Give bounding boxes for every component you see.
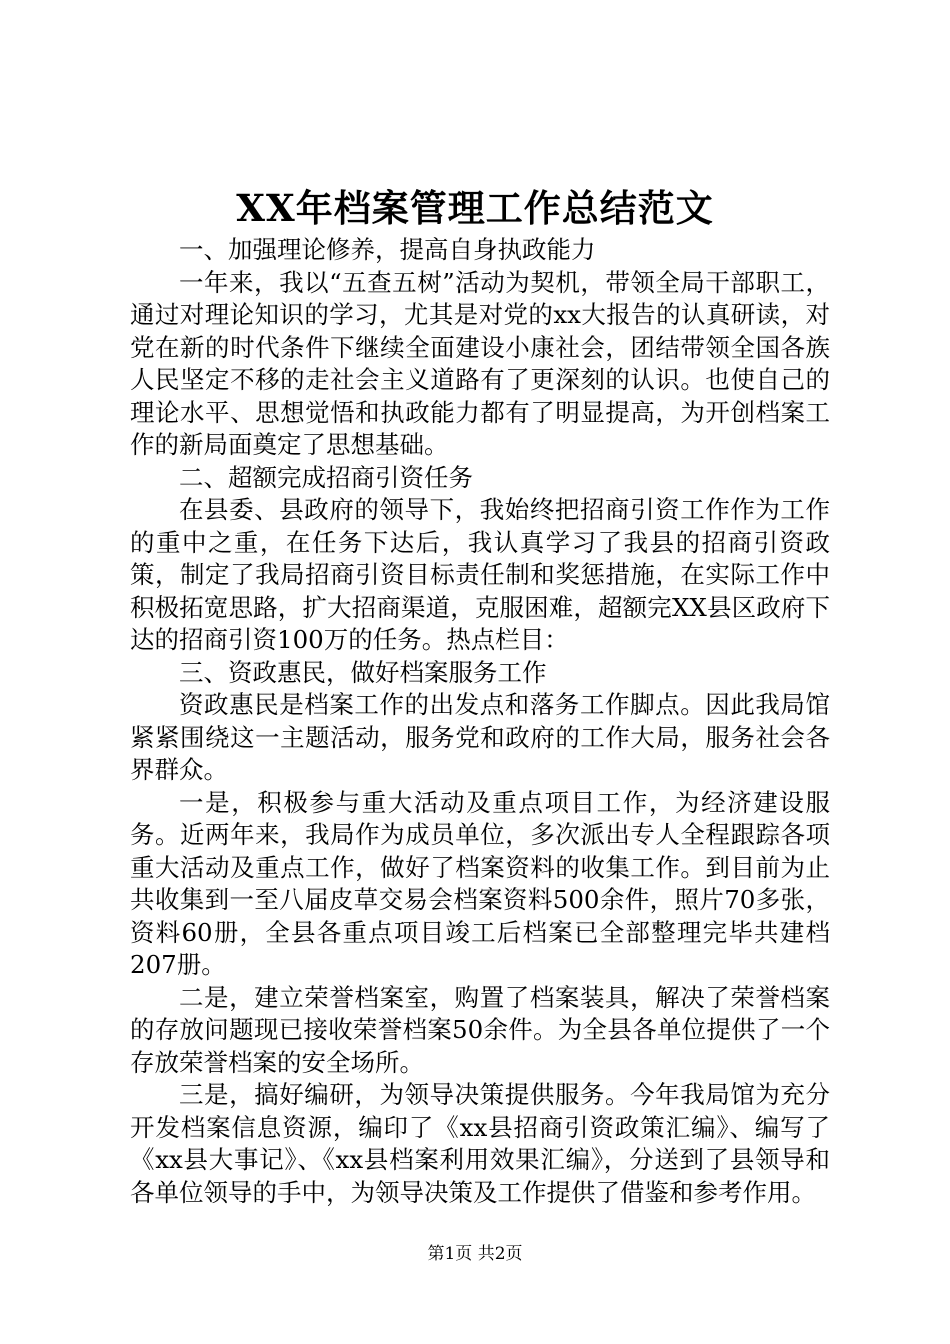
paragraph: 一年来，我以“五查五树”活动为契机，带领全局干部职工，通过对理论知识的学习，尤其是对党的xx大报告的认真研读，对党在新的时代条件下继续全面建设小康社会，团结带领全国各族人民坚定不移的走社会主义道路有了更深刻的认识。也使自己的理论水平、思想觉悟和执政能力都有了明显提高，为开创档案工作的新局面奠定了思想基础。 xyxy=(130,267,830,459)
paragraph: 二是，建立荣誉档案室，购置了档案装具，解决了荣誉档案的存放问题现已接收荣誉档案50余件。为全县各单位提供了一个存放荣誉档案的安全场所。 xyxy=(130,982,830,1077)
section-heading-2: 二、超额完成招商引资任务 xyxy=(179,462,473,492)
paragraph: 三是，搞好编研，为领导决策提供服务。今年我局馆为充分开发档案信息资源，编印了《xx县招商引资政策汇编》、编写了《xx县大事记》、《xx县档案利用效果汇编》，分送到了县领导和各单位领导的手中，为领导决策及工作提供了借鉴和参考作用。 xyxy=(130,1080,830,1207)
document-title: XX年档案管理工作总结范文 xyxy=(236,186,714,230)
paragraph: 资政惠民是档案工作的出发点和落务工作脚点。因此我局馆紧紧围绕这一主题活动，服务党和政府的工作大局，服务社会各界群众。 xyxy=(130,690,830,784)
paragraph: 在县委、县政府的领导下，我始终把招商引资工作作为工作的重中之重，在任务下达后，我认真学习了我县的招商引资政策，制定了我局招商引资目标责任制和奖惩措施，在实际工作中积极拓宽思路，扩大招商渠道，克服困难，超额完XX县区政府下达的招商引资100万的任务。热点栏目： xyxy=(130,495,830,654)
section-heading-1: 一、加强理论修养，提高自身执政能力 xyxy=(179,235,596,264)
page-number-footer: 第1页 共2页 xyxy=(427,1244,523,1264)
section-heading-3: 三、资政惠民，做好档案服务工作 xyxy=(179,657,547,687)
document-body xyxy=(130,234,830,1209)
paragraph: 一是，积极参与重大活动及重点项目工作，为经济建设服务。近两年来，我局作为成员单位，多次派出专人全程跟踪各项重大活动及重点工作，做好了档案资料的收集工作。到目前为止共收集到一至八届皮草交易会档案资料500余件，照片70多张，资料60册，全县各重点项目竣工后档案已全部整理完毕共建档207册。 xyxy=(130,787,830,979)
